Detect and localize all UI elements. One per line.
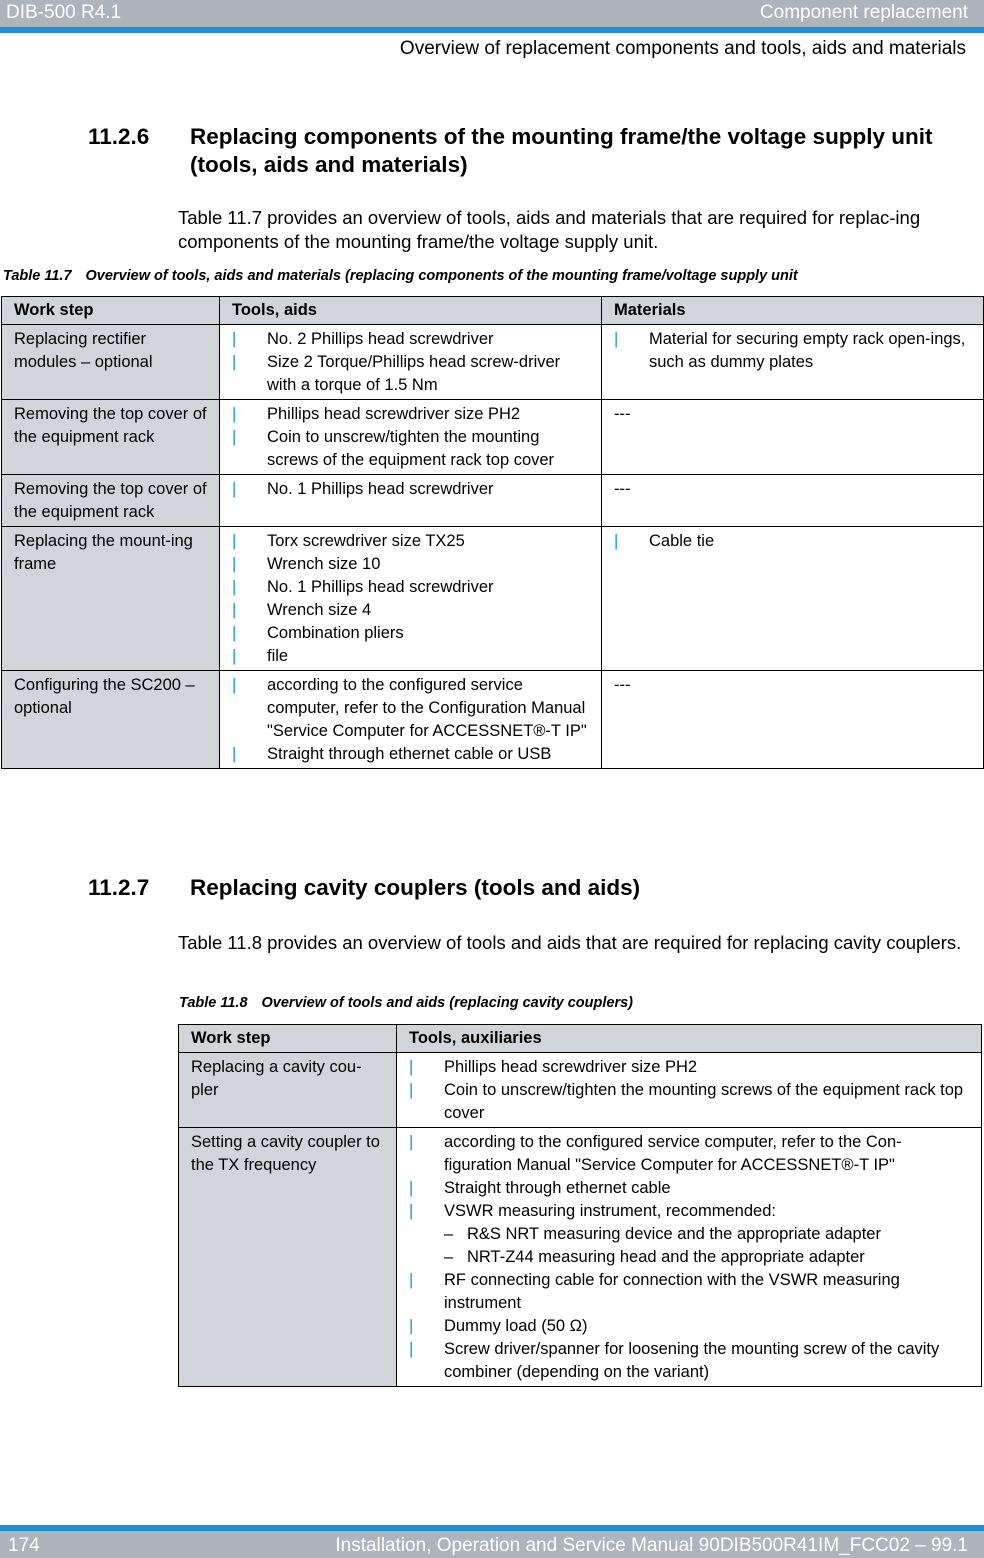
page-header-bar <box>0 0 984 27</box>
work-step-cell: Replacing rectifier modules – optional <box>2 325 220 400</box>
list-item: | Coin to unscrew/tighten the mounting screws of the equipment rack top cover <box>232 428 555 469</box>
sub-list-item: – NRT-Z44 measuring head and the appropriate adapter <box>444 1246 969 1269</box>
bullet-bar-icon: | <box>232 330 237 348</box>
table-11-7 <box>1 296 984 769</box>
caption-label: Table 11.7 <box>3 268 72 284</box>
bullet-bar-icon: | <box>614 330 619 348</box>
bullet-bar-icon: | <box>232 647 237 665</box>
materials-cell: --- <box>602 671 984 769</box>
bullet-bar-icon: | <box>409 1271 414 1289</box>
list-item: | Coin to unscrew/tighten the mounting screws of the equipment rack top cover <box>409 1081 964 1122</box>
table-header-row <box>2 297 984 325</box>
tools-cell <box>220 475 602 527</box>
work-step-cell: Removing the top cover of the equipment rack <box>2 400 220 475</box>
list-item: | file <box>232 645 589 668</box>
bullet-bar-icon: | <box>232 480 237 498</box>
table-11-8 <box>178 1024 982 1387</box>
list-item: | Screw driver/spanner for loosening the mounting screw of the cavity combiner (depending on the variant) <box>409 1340 940 1381</box>
list-item: | Combination pliers <box>232 622 589 645</box>
list-item: | Straight through ethernet cable <box>409 1177 969 1200</box>
bullet-bar-icon: | <box>232 624 237 642</box>
bullet-bar-icon: | <box>232 745 237 763</box>
work-step-cell: Replacing a cavity cou-pler <box>179 1053 397 1128</box>
tools-cell <box>397 1053 982 1128</box>
section-number: 11.2.6 <box>88 124 150 149</box>
list-item: | Wrench size 10 <box>232 553 589 576</box>
table-caption-11-7 <box>3 268 798 284</box>
dash-bullet-icon: – <box>444 1225 454 1243</box>
bullet-bar-icon: | <box>409 1081 414 1099</box>
list-item: | Cable tie <box>614 530 971 553</box>
header-subtitle: Overview of replacement components and tools, aids and materials <box>399 38 966 59</box>
bullet-bar-icon: | <box>232 428 237 446</box>
table-row <box>2 671 984 769</box>
table-caption-11-8 <box>179 995 633 1011</box>
section-number: 11.2.7 <box>88 875 150 900</box>
bullet-bar-icon: | <box>232 532 237 550</box>
tools-cell <box>220 527 602 671</box>
list-item: | Phillips head screwdriver size PH2 <box>409 1056 969 1079</box>
list-item: | RF connecting cable for connection with the VSWR measuring instrument <box>409 1271 900 1312</box>
caption-text: Overview of tools and aids (replacing cavity couplers) <box>261 995 633 1011</box>
page-footer-bar <box>0 1531 984 1558</box>
list-item: | Material for securing empty rack open-ings, such as dummy plates <box>614 330 966 371</box>
bullet-bar-icon: | <box>409 1133 414 1151</box>
section-intro: Table 11.7 provides an overview of tools, aids and materials that are required for replac-ing components of the mounting frame/the voltage supply unit. <box>178 207 921 252</box>
list-item: | No. 2 Phillips head screwdriver <box>232 328 589 351</box>
bullet-bar-icon: | <box>614 532 619 550</box>
list-item: | Size 2 Torque/Phillips head screw-driver with a torque of 1.5 Nm <box>232 353 561 394</box>
materials-cell <box>602 325 984 400</box>
table-header-row <box>179 1025 982 1053</box>
bullet-bar-icon: | <box>409 1317 414 1335</box>
section-title: Replacing cavity couplers (tools and aids) <box>190 875 641 900</box>
column-header: Work step <box>2 297 220 325</box>
column-header: Tools, aids <box>220 297 602 325</box>
column-header: Work step <box>179 1025 397 1053</box>
list-item: | according to the configured service computer, refer to the Con-figuration Manual "Service Computer for ACCESSNET®-T IP" <box>409 1133 902 1174</box>
table-row <box>2 475 984 527</box>
bullet-bar-icon: | <box>409 1202 414 1220</box>
header-accent-line <box>0 27 984 33</box>
materials-cell: --- <box>602 475 984 527</box>
column-header: Materials <box>602 297 984 325</box>
bullet-bar-icon: | <box>232 555 237 573</box>
tools-cell <box>397 1128 982 1387</box>
work-step-cell: Replacing the mount-ing frame <box>2 527 220 671</box>
work-step-cell: Setting a cavity coupler to the TX frequency <box>179 1128 397 1387</box>
section-intro: Table 11.8 provides an overview of tools and aids that are required for replacing cavity couplers. <box>178 932 962 953</box>
list-item: | Dummy load (50 Ω) <box>409 1315 969 1338</box>
list-item: | No. 1 Phillips head screwdriver <box>232 478 589 501</box>
caption-label: Table 11.8 <box>179 995 248 1011</box>
doc-id: DIB-500 R4.1 <box>6 2 122 23</box>
bullet-bar-icon: | <box>232 353 237 371</box>
list-item: | VSWR measuring instrument, recommended: – R&S NRT measuring device and the appropriate adapter – NRT-Z44 measuring head and the appropriate adapter <box>409 1200 969 1269</box>
bullet-bar-icon: | <box>232 578 237 596</box>
list-item: | Torx screwdriver size TX25 <box>232 530 589 553</box>
table-row <box>2 527 984 671</box>
bullet-bar-icon: | <box>232 601 237 619</box>
list-item: | No. 1 Phillips head screwdriver <box>232 576 589 599</box>
materials-cell <box>602 527 984 671</box>
table-row <box>2 325 984 400</box>
list-item: | Straight through ethernet cable or USB <box>232 743 589 766</box>
tools-cell <box>220 671 602 769</box>
bullet-bar-icon: | <box>409 1058 414 1076</box>
list-item: | according to the configured service computer, refer to the Configuration Manual "Service Computer for ACCESSNET®-T IP" <box>232 676 587 740</box>
bullet-bar-icon: | <box>409 1179 414 1197</box>
chapter-title: Component replacement <box>759 2 968 23</box>
dash-bullet-icon: – <box>444 1248 454 1266</box>
bullet-bar-icon: | <box>409 1340 414 1358</box>
footer-doc-title: Installation, Operation and Service Manual 90DIB500R41IM_FCC02 – 99.1 <box>335 1535 968 1556</box>
tools-cell <box>220 400 602 475</box>
table-row <box>2 400 984 475</box>
tools-cell <box>220 325 602 400</box>
work-step-cell: Configuring the SC200 – optional <box>2 671 220 769</box>
materials-cell: --- <box>602 400 984 475</box>
column-header: Tools, auxiliaries <box>397 1025 982 1053</box>
section-title: Replacing components of the mounting frame/the voltage supply unit (tools, aids and materials) <box>190 124 933 177</box>
work-step-cell: Removing the top cover of the equipment rack <box>2 475 220 527</box>
bullet-bar-icon: | <box>232 405 237 423</box>
list-item: | Phillips head screwdriver size PH2 <box>232 403 589 426</box>
caption-text: Overview of tools, aids and materials (replacing components of the mounting frame/voltage supply unit <box>85 268 798 284</box>
page-number: 174 <box>8 1535 40 1556</box>
list-item: | Wrench size 4 <box>232 599 589 622</box>
bullet-bar-icon: | <box>232 676 237 694</box>
table-row <box>179 1053 982 1128</box>
table-row <box>179 1128 982 1387</box>
sub-list-item: – R&S NRT measuring device and the appropriate adapter <box>444 1223 969 1246</box>
